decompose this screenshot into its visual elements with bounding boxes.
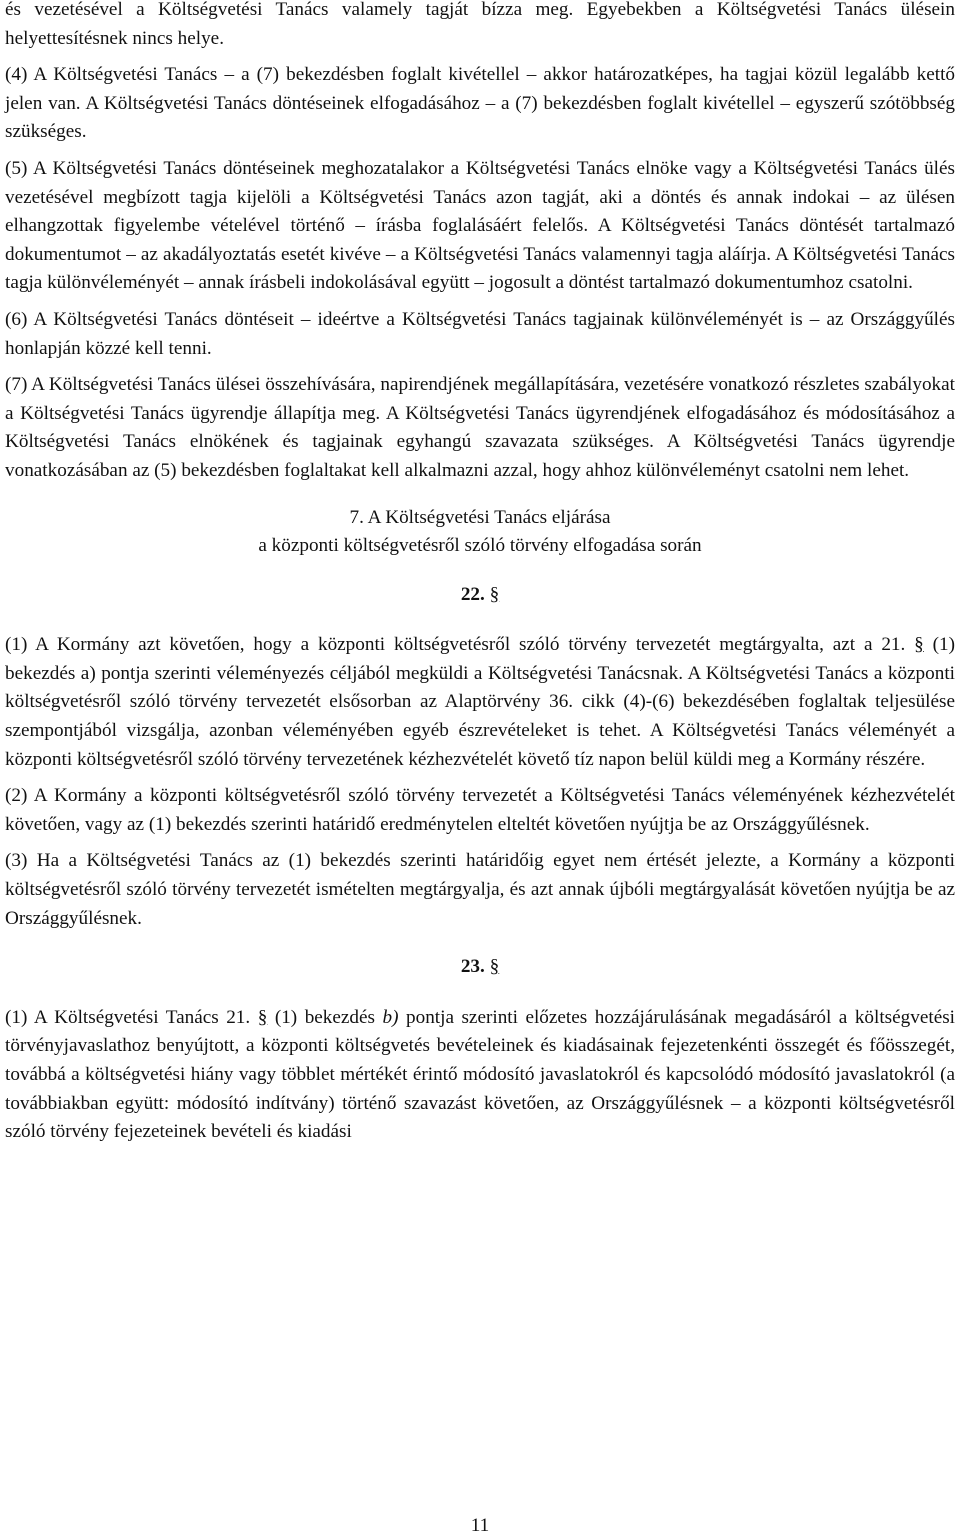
section-23-p1-start: (1) A Költségvetési Tanács 21. bbox=[5, 1006, 258, 1028]
paragraph-4: (4) A Költségvetési Tanács – a (7) bekezdésben foglalt kivétellel – akkor határozatképes, ha tagjai közül legalább kettő jelen van. A Költségvetési Tanács döntéseinek elfogadásához – a (7) bekezdésben foglalt kivétellel – egyszerű szótöbbség szükséges. bbox=[5, 64, 955, 143]
section-sign-icon: § bbox=[914, 634, 924, 656]
section-22-paragraph-1 bbox=[5, 631, 955, 774]
section-23-p1-mid: (1) bekezdés bbox=[267, 1006, 383, 1028]
document-page bbox=[5, 0, 955, 1155]
section-23-p1-point: b) bbox=[382, 1006, 399, 1028]
section-22-number: 22. bbox=[460, 583, 485, 605]
paragraph-6: (6) A Költségvetési Tanács döntéseit – ideértve a Költségvetési Tanács tagjainak különvéleményét is – az Országgyűlés honlapján közzé kell tenni. bbox=[5, 308, 955, 359]
section-sign-icon: § bbox=[489, 956, 500, 978]
section-22-p1-rest: (1) bekezdés a) pontja szerinti véleményezés céljából megküldi a Költségvetési Tanácsnak. A Költségvetési Tanács a központi költségvetésről szóló törvény tervezetét elsősorban az Alaptörvény 36. cikk (4)-(6) bekezdésében foglaltak teljesülése szempontjából vizsgálja, azonban véleményében egyéb észrevételeket is tehet. A Költségvetési Tanács véleményét a központi költségvetésről szóló törvény tervezetének kézhezvételét követő tíz napon belül küldi meg a Kormány részére. bbox=[5, 634, 955, 770]
section-23-heading bbox=[5, 953, 955, 982]
paragraph-5: (5) A Költségvetési Tanács döntéseinek meghozatalakor a Költségvetési Tanács elnöke vagy a Költségvetési Tanács ülés vezetésével megbízott tagja kijelöli a Költségvetési Tanács azon tagját, aki a döntés és annak indokai – az ülésen elhangzottak figyelembe vételével történő – írásba foglalásáért felelős. A Költségvetési Tanács döntését tartalmazó dokumentumot – az akadályoztatás esetét kivéve – a Költségvetési Tanács valamennyi tagja aláírja. A Költségvetési Tanács tagja különvéleményét – annak írásbeli indokolásával együtt – jogosult a döntést tartalmazó dokumentumhoz csatolni. bbox=[5, 157, 955, 294]
paragraph-continuation: és vezetésével a Költségvetési Tanács valamely tagját bízza meg. Egyebekben a Költségvetési Tanács ülésein helyettesítésnek nincs helye. bbox=[5, 0, 955, 49]
chapter-heading-title: 7. A Költségvetési Tanács eljárása bbox=[349, 506, 611, 528]
section-22-heading bbox=[5, 581, 955, 610]
section-22-paragraph-2: (2) A Kormány a központi költségvetésről szóló törvény tervezetét a Költségvetési Tanács véleményének kézhezvételét követően, vagy az (1) bekezdés szerinti határidő eredménytelen elteltét követően nyújtja be az Országgyűlésnek. bbox=[5, 785, 955, 835]
chapter-heading-subtitle: a központi költségvetésről szóló törvény elfogadása során bbox=[258, 535, 702, 557]
section-23-p1-rest: pontja szerinti előzetes hozzájárulásának megadásáról a költségvetési törvényjavaslathoz benyújtott, a központi költségvetés bevételeinek és kiadásainak fejezetenkénti összegét és főösszegét, továbbá a költségvetési hiány vagy többlet mértékét érintő módosító javaslatokról és kapcsolódó módosító javaslatokról (a továbbiakban együtt: módosító indítvány) történő szavazást követően, az Országgyűlésnek – a központi költségvetésről szóló törvény fejezeteinek bevételi és kiadási bbox=[5, 1006, 956, 1143]
chapter-heading bbox=[5, 504, 955, 561]
section-sign-icon: § bbox=[257, 1006, 268, 1028]
section-22-paragraph-3: (3) Ha a Költségvetési Tanács az (1) bekezdés szerinti határidőig egyet nem értését jelezte, a Kormány a központi költségvetésről szóló törvény tervezetét ismételten megtárgyalja, és azt annak újbóli megtárgyalását követően nyújtja be az Országgyűlésnek. bbox=[5, 850, 955, 929]
section-23-number: 23. bbox=[460, 956, 485, 978]
paragraph-7: (7) A Költségvetési Tanács ülései összehívására, napirendjének megállapítására, vezetésére vonatkozó részletes szabályokat a Költségvetési Tanács ügyrendje állapítja meg. A Költségvetési Tanács ügyrendjének elfogadásához és módosításához a Költségvetési Tanács elnökének és tagjainak egyhangú szavazata szükséges. A Költségvetési Tanács ügyrendje vonatkozásában az (5) bekezdésben foglaltakat kell alkalmazni azzal, hogy ahhoz különvéleményt csatolni nem lehet. bbox=[5, 374, 955, 481]
section-23-paragraph-1 bbox=[5, 1004, 955, 1147]
section-22-p1-start: (1) A Kormány azt követően, hogy a központi költségvetésről szóló törvény tervezetét megtárgyalta, azt a 21. bbox=[5, 634, 915, 656]
page-number: 11 bbox=[470, 1515, 490, 1536]
section-sign-icon: § bbox=[489, 583, 500, 605]
